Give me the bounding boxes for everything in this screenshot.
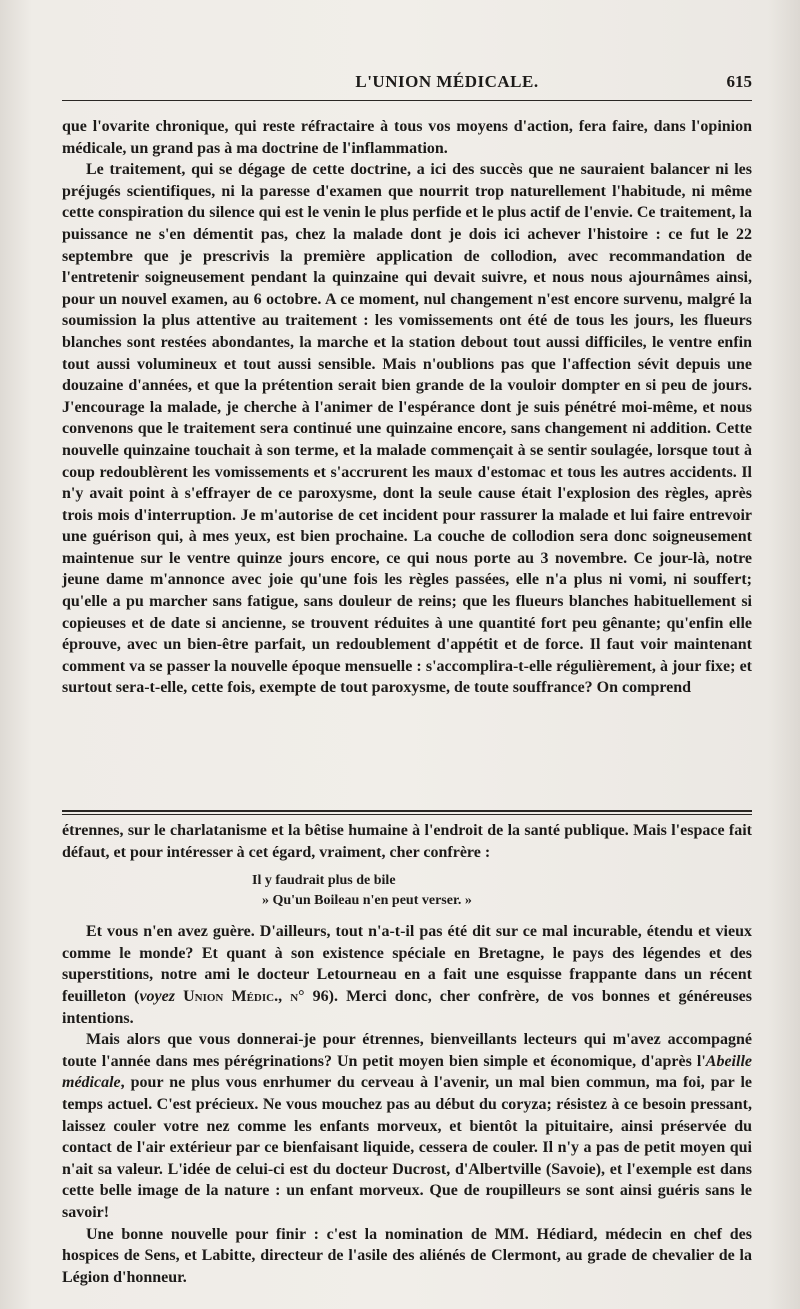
feuilleton-rule	[62, 810, 752, 812]
verse-line: » Qu'un Boileau n'en peut verser. »	[262, 893, 472, 909]
feuilleton-paragraph	[62, 921, 752, 1029]
text-run-italic: Abeille médicale	[62, 1052, 752, 1092]
text-run: Et vous n'en avez guère. D'ailleurs, tout n'a-t-il pas été dit sur ce mal incurable, étendu et vieux comme le monde? Et quant à son existence spéciale en Bretagne, le pays des légendes et des superstitions, notre ami le docteur Letourneau en a fait une esquisse frappante dans un récent feuilleton (	[62, 923, 752, 1005]
text-run: , pour ne plus vous enrhumer du cerveau à l'avenir, un mal bien commun, ma foi, par le temps actuel. C'est précieux. Ne vous mouchez pas au début du coryza; résistez à ce besoin pressant, laissez couler votre nez comme les enfants morveux, et bientôt la pituitaire, ainsi préservée du contact de l'air extérieur par ce bienfaisant liquide, cessera de couler. Il n'y a pas de petit moyen qui n'ait sa valeur. L'idée de celui-ci est du docteur Ducrost, d'Albertville (Savoie), et l'exemple est dans cette belle image de la nature : un enfant morveux. Que de roupilleurs se sont ainsi guéris sans le savoir!	[62, 1074, 752, 1221]
header-rule	[62, 100, 752, 101]
verse-line: Il y faudrait plus de bile	[252, 873, 396, 889]
feuilleton-rule-thin	[62, 814, 752, 815]
article-paragraph: Le traitement, qui se dégage de cette doctrine, a ici des succès que ne sauraient balancer ni les préjugés scientifiques, ni la paresse d'examen que nourrit trop naturellement l'habitude, ni même cette conspiration du silence qui est le venin le plus perfide et le plus actif de l'envie. Ce traitement, la puissance ne s'en démentit pas, chez la malade dont je dois ici achever l'histoire : ce fut le 22 septembre que je prescrivis la première application de collodion, avec recommandation de l'entretenir soigneusement pendant la quinzaine qui devait suivre, et nous nous ajournâmes ainsi, pour un nouvel examen, au 6 octobre. A ce moment, nul changement n'est encore survenu, malgré la soumission la plus attentive au traitement : les vomissements ont été de tous les jours, les flueurs blanches sont restées abondantes, la marche et la station debout tout aussi difficiles, le ventre enfin tout aussi volumineux et tout aussi sensible. Mais n'oublions pas que l'affection sévit depuis une douzaine d'années, et que la prétention serait bien grande de la vouloir dompter en si peu de jours. J'encourage la malade, je cherche à l'animer de l'espérance dont je suis pénétré moi-même, et nous convenons que le traitement sera continué une quinzaine encore, sans changement ni addition. Cette nouvelle quinzaine touchait à son terme, et la malade commençait à se sentir soulagée, lorsque tout à coup redoublèrent les vomissements et s'accrurent les maux d'estomac et tous les autres accidents. Il n'y avait point à s'effrayer de ce paroxysme, dont la seule cause était l'explosion des règles, après trois mois d'interruption. Je m'autorise de cet incident pour rassurer la malade et lui faire entrevoir une guérison qui, à mes yeux, est bien prochaine. La couche de collodion sera donc soigneusement maintenue sur le ventre quinze jours encore, ce qui nous porte au 3 novembre. Ce jour-là, notre jeune dame m'annonce avec joie qu'une fois les règles passées, elle n'a plus ni vomi, ni souffert; qu'elle a pu marcher sans fatigue, sans douleur de reins; que les flueurs blanches habituellement si copieuses et de date si ancienne, se trouvent réduites à une quantité fort peu gênante; qu'enfin elle éprouve, avec un bien-être parfait, un redoublement d'appétit et de force. Il faut voir maintenant comment va se passer la nouvelle époque mensuelle : s'accomplira-t-elle régulièrement, à jour fixe; et surtout sera-t-elle, cette fois, exempte de tout paroxysme, de toute souffrance? On comprend	[62, 161, 752, 697]
page-header	[92, 72, 752, 100]
article-body	[62, 116, 752, 699]
feuilleton-paragraph: étrennes, sur le charlatanisme et la bêtise humaine à l'endroit de la santé publique. Mais l'espace fait défaut, et pour intéresser à cet égard, vraiment, cher confrère :	[62, 822, 752, 861]
feuilleton-paragraph: Une bonne nouvelle pour finir : c'est la nomination de MM. Hédiard, médecin en chef des hospices de Sens, et Labitte, directeur de l'asile des aliénés de Clermont, au grade de chevalier de la Légion d'honneur.	[62, 1225, 752, 1286]
article-paragraph: que l'ovarite chronique, qui reste réfractaire à tous vos moyens d'action, fera faire, dans l'opinion médicale, un grand pas à ma doctrine de l'inflammation.	[62, 118, 752, 157]
verse-quote	[62, 871, 752, 911]
page-number: 615	[726, 72, 752, 91]
journal-reference: Union Médic., n° 96	[183, 987, 329, 1005]
text-run-italic: voyez	[139, 987, 175, 1005]
feuilleton-body	[62, 820, 752, 1288]
text-run: Mais alors que vous donnerai-je pour étrennes, bienveillants lecteurs qui m'avez accompagné toute l'année dans mes pérégrinations? Un petit moyen bien simple et économique, d'après l'	[62, 1031, 752, 1070]
text-run: ). Merci donc, cher confrère, de vos bonnes et généreuses intentions.	[62, 987, 753, 1027]
feuilleton-paragraph	[62, 1029, 752, 1223]
running-title: L'UNION MÉDICALE.	[355, 72, 539, 91]
